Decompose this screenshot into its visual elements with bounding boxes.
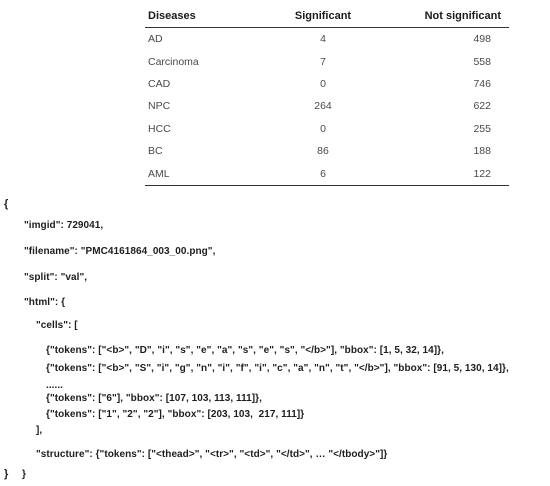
json-filename-line: "filename": "PMC4161864_003_00.png", bbox=[24, 246, 216, 257]
json-structure-line: "structure": {"tokens": ["<thead>", "<tr>", "<td>", "</td>", … "</tbody>"]} bbox=[36, 449, 388, 460]
json-imgid-line: "imgid": 729041, bbox=[24, 220, 104, 231]
json-close-brace: } bbox=[4, 468, 9, 480]
disease-cell: BC bbox=[148, 145, 163, 158]
table-row bbox=[145, 28, 509, 51]
disease-cell: NPC bbox=[148, 100, 171, 113]
disease-cell: AML bbox=[145, 162, 268, 185]
not-significant-cell: 122 bbox=[378, 162, 509, 185]
table-row bbox=[145, 73, 509, 95]
significant-cell: 264 bbox=[314, 100, 332, 113]
significant-cell: 0 bbox=[320, 122, 326, 135]
json-cells-open-line: "cells": [ bbox=[36, 320, 78, 331]
json-cell-line: {"tokens": ["6"], "bbox": [107, 103, 113, 111]}, bbox=[46, 393, 262, 404]
significant-cell: 0 bbox=[320, 77, 326, 90]
table-row bbox=[145, 162, 509, 185]
json-cell-line: {"tokens": ["<b>", "S", "i", "g", "n", "i", "f", "i", "c", "a", "n", "t", "</b>"], "bbox": [91, 5, 130, 14]}, bbox=[46, 363, 509, 374]
table-row bbox=[145, 50, 509, 72]
column-header-significant: Significant bbox=[268, 5, 378, 28]
json-html-close-brace: } bbox=[22, 469, 26, 480]
significant-cell: 4 bbox=[320, 33, 326, 46]
json-cells-close-line: ], bbox=[36, 425, 43, 436]
not-significant-cell: 255 bbox=[473, 122, 491, 135]
table-row bbox=[145, 95, 509, 117]
not-significant-cell: 622 bbox=[473, 100, 491, 113]
json-split-line: "split": "val", bbox=[24, 272, 88, 283]
disease-cell: HCC bbox=[148, 122, 171, 135]
not-significant-cell: 498 bbox=[473, 33, 491, 46]
table-header-row bbox=[145, 5, 509, 28]
json-open-brace: { bbox=[4, 198, 9, 210]
column-header-not-significant: Not significant bbox=[378, 5, 509, 28]
disease-cell: CAD bbox=[148, 77, 171, 90]
table-row bbox=[145, 118, 509, 140]
not-significant-cell: 746 bbox=[473, 77, 491, 90]
disease-cell: AD bbox=[148, 33, 163, 46]
not-significant-cell: 188 bbox=[473, 145, 491, 158]
disease-cell: Carcinoma bbox=[148, 55, 199, 68]
disease-table bbox=[145, 5, 509, 186]
json-html-open-line: "html": { bbox=[24, 297, 66, 308]
table-row bbox=[145, 140, 509, 162]
significant-cell: 6 bbox=[268, 162, 378, 185]
significant-cell: 86 bbox=[317, 145, 329, 158]
json-ellipsis-line: ...... bbox=[46, 380, 63, 391]
json-cell-line: {"tokens": ["<b>", "D", "i", "s", "e", "a", "s", "e", "s", "</b>"], "bbox": [1, 5, 32, 14]}, bbox=[46, 345, 444, 356]
not-significant-cell: 558 bbox=[473, 55, 491, 68]
column-header-diseases: Diseases bbox=[145, 5, 268, 28]
significant-cell: 7 bbox=[320, 55, 326, 68]
json-cell-line: {"tokens": ["1", "2", "2"], "bbox": [203, 103, 217, 111]} bbox=[46, 409, 305, 420]
